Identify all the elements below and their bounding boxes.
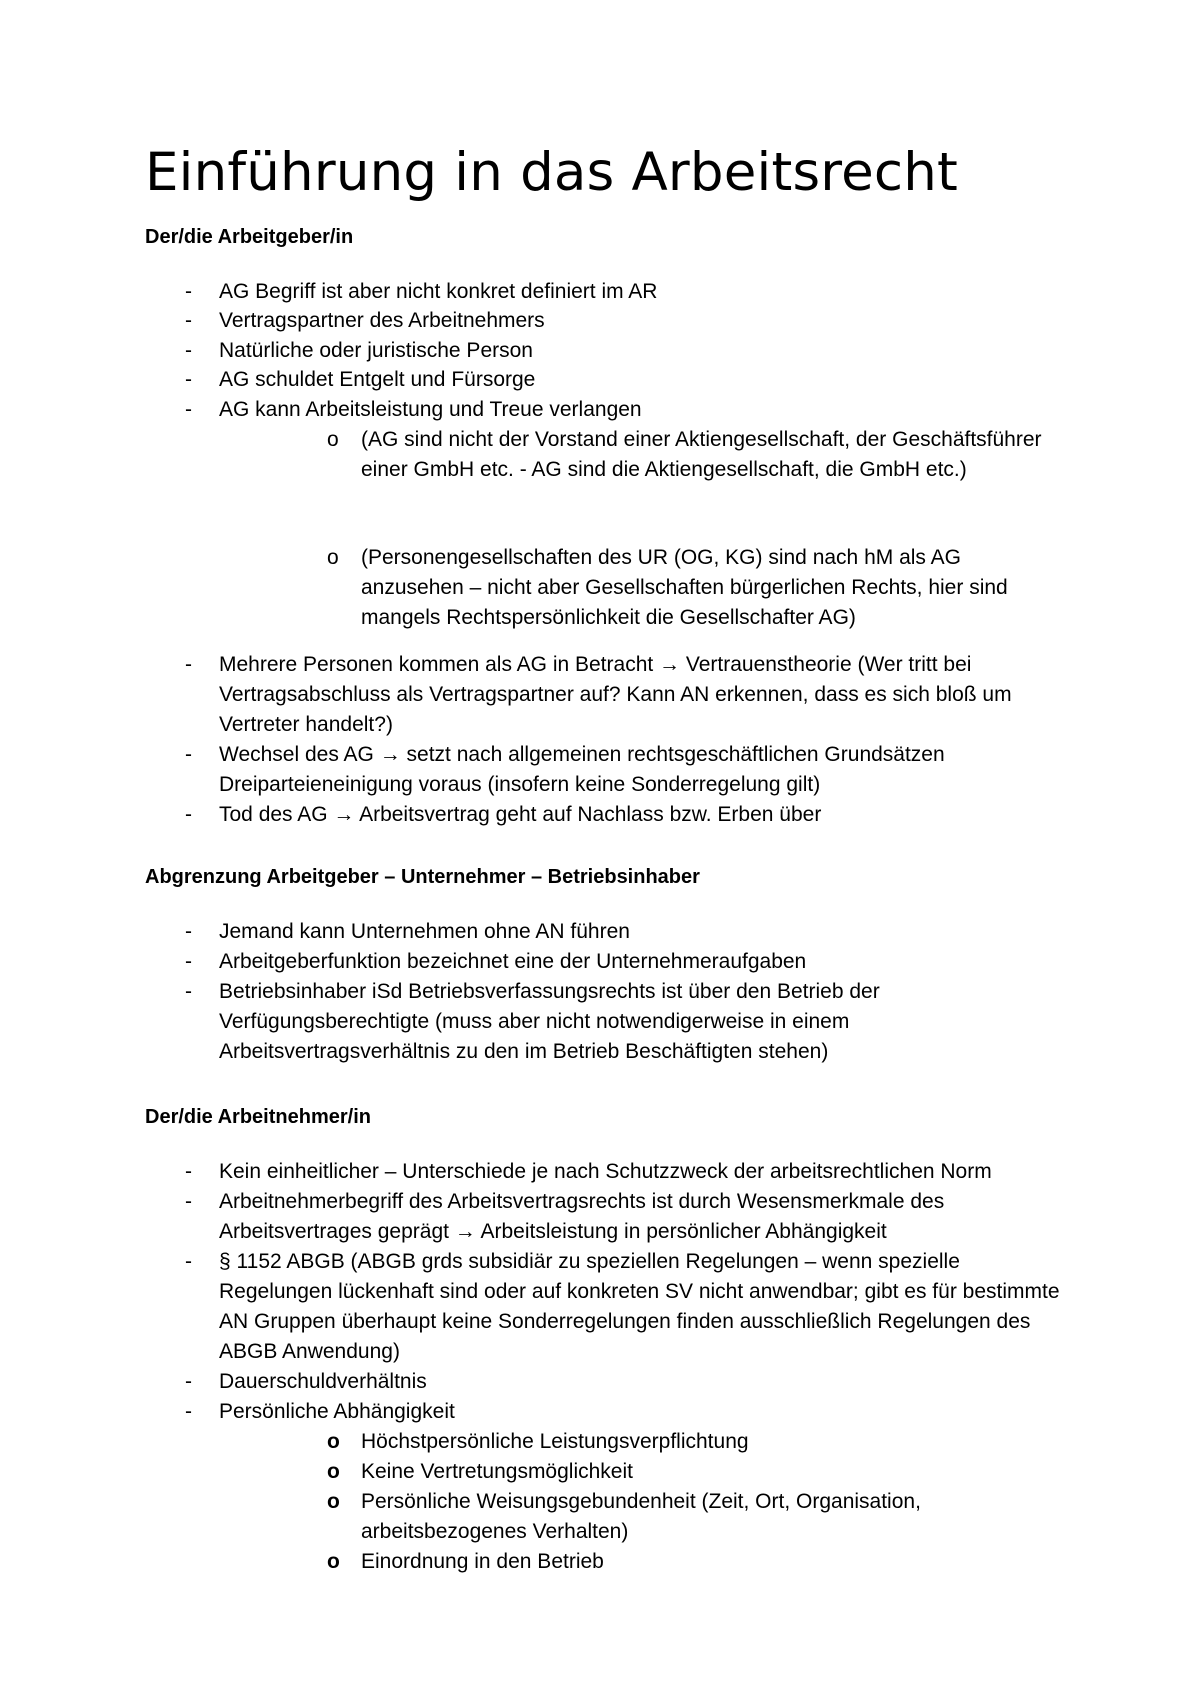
list-item: - AG Begriff ist aber nicht konkret definiert im AR <box>185 277 1065 307</box>
list-item: - Natürliche oder juristische Person <box>185 336 1065 366</box>
section-heading-abgrenzung: Abgrenzung Arbeitgeber – Unternehmer – Betriebsinhaber <box>145 866 700 888</box>
dash-bullet-icon: - <box>185 743 192 766</box>
dash-bullet-icon: - <box>185 398 192 421</box>
sub-list-item: o Höchstpersönliche Leistungsverpflichtung <box>327 1427 1065 1457</box>
list-item: - § 1152 ABGB (ABGB grds subsidiär zu speziellen Regelungen – wenn spezielle Regelungen lückenhaft sind oder auf konkreten SV nicht anwendbar; gibt es für bestimmte AN Gruppen überhaupt keine Sonderregelungen finden ausschließlich Regelungen des ABGB Anwendung) <box>185 1247 1065 1367</box>
list-item: - Tod des AG → Arbeitsvertrag geht auf Nachlass bzw. Erben über <box>185 800 1065 830</box>
section-heading-arbeitgeber: Der/die Arbeitgeber/in <box>145 226 354 248</box>
circle-bullet-icon: o <box>327 1460 340 1483</box>
sub-list-item: o (Personengesellschaften des UR (OG, KG) sind nach hM als AG anzusehen – nicht aber Gesellschaften bürgerlichen Rechts, hier sind mangels Rechtspersönlichkeit die Gesellschafter AG) <box>327 543 1065 633</box>
dash-bullet-icon: - <box>185 1250 192 1273</box>
dash-bullet-icon: - <box>185 980 192 1003</box>
list-item: - Persönliche Abhängigkeit <box>185 1397 1065 1427</box>
circle-bullet-icon: o <box>327 1550 340 1573</box>
dash-bullet-icon: - <box>185 309 192 332</box>
list-item: - Arbeitgeberfunktion bezeichnet eine der Unternehmeraufgaben <box>185 947 1065 977</box>
list-item: - Kein einheitlicher – Unterschiede je nach Schutzzweck der arbeitsrechtlichen Norm <box>185 1157 1065 1187</box>
dash-bullet-icon: - <box>185 1370 192 1393</box>
dash-bullet-icon: - <box>185 803 192 826</box>
sub-list-item: o Einordnung in den Betrieb <box>327 1547 1065 1577</box>
circle-bullet-icon: o <box>327 1430 340 1453</box>
list-item: - Betriebsinhaber iSd Betriebsverfassungsrechts ist über den Betrieb der Verfügungsberechtigte (muss aber nicht notwendigerweise in einem Arbeitsvertragsverhältnis zu den im Betrieb Beschäftigten stehen) <box>185 977 1065 1067</box>
circle-bullet-icon: o <box>327 546 339 569</box>
sub-list-item: o (AG sind nicht der Vorstand einer Aktiengesellschaft, der Geschäftsführer einer GmbH etc. - AG sind die Aktiengesellschaft, die GmbH etc.) <box>327 425 1065 485</box>
dash-bullet-icon: - <box>185 950 192 973</box>
dash-bullet-icon: - <box>185 280 192 303</box>
dash-bullet-icon: - <box>185 1400 192 1423</box>
list-item: - Wechsel des AG → setzt nach allgemeinen rechtsgeschäftlichen Grundsätzen Dreiparteieneinigung voraus (insofern keine Sonderregelung gilt) <box>185 740 1065 800</box>
dash-bullet-icon: - <box>185 339 192 362</box>
sub-list-item: o Keine Vertretungsmöglichkeit <box>327 1457 1065 1487</box>
list-item: - Jemand kann Unternehmen ohne AN führen <box>185 917 1065 947</box>
dash-bullet-icon: - <box>185 920 192 943</box>
section-heading-arbeitnehmer: Der/die Arbeitnehmer/in <box>145 1106 371 1128</box>
list-item: - Vertragspartner des Arbeitnehmers <box>185 306 1065 336</box>
document-title: Einführung in das Arbeitsrecht <box>145 142 959 203</box>
list-item: - Arbeitnehmerbegriff des Arbeitsvertragsrechts ist durch Wesensmerkmale des Arbeitsvertrages geprägt → Arbeitsleistung in persönlicher Abhängigkeit <box>185 1187 1065 1247</box>
list-item: - AG schuldet Entgelt und Fürsorge <box>185 365 1065 395</box>
dash-bullet-icon: - <box>185 653 192 676</box>
dash-bullet-icon: - <box>185 1160 192 1183</box>
list-item: - AG kann Arbeitsleistung und Treue verlangen <box>185 395 1065 425</box>
dash-bullet-icon: - <box>185 1190 192 1213</box>
list-item: - Mehrere Personen kommen als AG in Betracht → Vertrauenstheorie (Wer tritt bei Vertragsabschluss als Vertragspartner auf? Kann AN erkennen, dass es sich bloß um Vertreter handelt?) <box>185 650 1065 740</box>
list-item: - Dauerschuldverhältnis <box>185 1367 1065 1397</box>
dash-bullet-icon: - <box>185 368 192 391</box>
sub-list-item: o Persönliche Weisungsgebundenheit (Zeit, Ort, Organisation, arbeitsbezogenes Verhalten) <box>327 1487 1065 1547</box>
circle-bullet-icon: o <box>327 428 339 451</box>
circle-bullet-icon: o <box>327 1490 340 1513</box>
